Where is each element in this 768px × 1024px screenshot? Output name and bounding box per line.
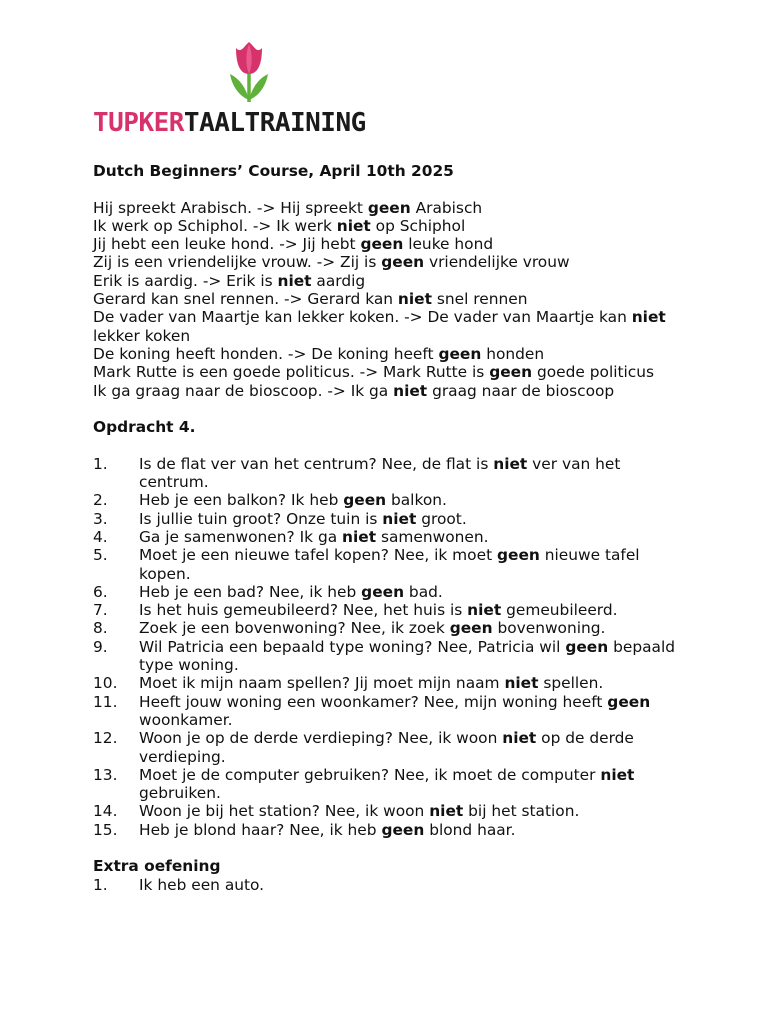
exercise-text: spellen.: [538, 674, 604, 693]
exercise-number: 2.: [93, 491, 108, 510]
sentence-text: Jij hebt een leuke hond. -> Jij hebt: [93, 235, 361, 254]
sentence-list: [93, 199, 683, 400]
negation-word: geen: [607, 692, 651, 711]
sentence-text: Gerard kan snel rennen. -> Gerard kan: [93, 290, 398, 309]
sentence-line: [93, 235, 683, 253]
exercise-number: 3.: [93, 509, 108, 528]
sentence-line: [93, 199, 683, 217]
exercise-number: 1.: [93, 875, 108, 894]
negation-word: niet: [397, 290, 432, 309]
brand-name-part2: TAALTRAINING: [183, 108, 366, 138]
exercise-number: 1.: [93, 454, 108, 473]
negation-word: niet: [493, 454, 528, 473]
sentence-text: Ik ga graag naar de bioscoop. -> Ik ga: [93, 381, 394, 400]
sentence-text: op Schiphol: [370, 216, 466, 235]
document-body: [93, 162, 683, 894]
exercise-text: samenwonen.: [376, 527, 489, 546]
exercise-text: Wil Patricia een bepaald type woning? Nee, Patricia wil: [139, 637, 566, 656]
exercise-item: [93, 693, 683, 730]
negation-word: niet: [631, 308, 666, 327]
logo: [93, 40, 423, 138]
exercise-item: [93, 583, 683, 601]
exercise-item: [93, 802, 683, 820]
negation-word: geen: [497, 546, 540, 565]
exercise-text: ver van het centrum.: [139, 454, 621, 492]
exercise-item: [93, 528, 683, 546]
negation-word: niet: [342, 527, 377, 546]
negation-word: niet: [504, 674, 539, 693]
exercise-text: balkon.: [386, 491, 447, 510]
exercise-item: [93, 510, 683, 528]
negation-word: geen: [343, 491, 387, 510]
exercise-text: Ga je samenwonen? Ik ga: [139, 527, 343, 546]
extra-heading: Extra oefening: [93, 857, 221, 876]
exercise-text: Zoek je een bovenwoning? Nee, ik zoek: [139, 619, 450, 638]
exercise-text: bepaald type woning.: [139, 637, 675, 675]
exercise-text: Is jullie tuin groot? Onze tuin is: [139, 509, 383, 528]
sentence-text: graag naar de bioscoop: [427, 381, 615, 400]
negation-word: niet: [382, 509, 417, 528]
sentence-line: [93, 345, 683, 363]
exercise-text: Is de flat ver van het centrum? Nee, de flat is: [139, 454, 494, 473]
exercise-text: Moet je een nieuwe tafel kopen? Nee, ik moet: [139, 546, 497, 565]
exercise-text: groot.: [416, 509, 467, 528]
negation-word: geen: [381, 820, 425, 839]
sentence-text: De vader van Maartje kan lekker koken. -> De vader van Maartje kan: [93, 308, 632, 327]
sentence-line: [93, 217, 683, 235]
sentence-text: lekker koken: [93, 326, 191, 345]
sentence-text: Arabisch: [410, 198, 483, 217]
exercise-item: [93, 674, 683, 692]
exercise-number: 15.: [93, 820, 118, 839]
exercise-text: bovenwoning.: [492, 619, 606, 638]
exercise-number: 8.: [93, 619, 108, 638]
exercise-text: Ik heb een auto.: [139, 875, 265, 894]
sentence-text: goede politicus: [532, 363, 655, 382]
tulip-icon: [227, 40, 271, 104]
negation-word: niet: [467, 601, 502, 620]
sentence-text: Ik werk op Schiphol. -> Ik werk: [93, 216, 337, 235]
negation-word: geen: [489, 363, 533, 382]
negation-word: niet: [277, 271, 312, 290]
negation-word: geen: [367, 198, 411, 217]
exercise-number: 14.: [93, 802, 118, 821]
exercise-text: Woon je bij het station? Nee, ik woon: [139, 802, 430, 821]
sentence-text: honden: [481, 344, 545, 363]
exercise-text: Heb je blond haar? Nee, ik heb: [139, 820, 382, 839]
brand-name-part1: TUPKER: [93, 108, 184, 138]
sentence-text: aardig: [311, 271, 366, 290]
exercise-text: nieuwe tafel kopen.: [139, 546, 640, 583]
exercise-number: 5.: [93, 546, 108, 565]
sentence-line: [93, 253, 683, 271]
extra-list: [93, 876, 683, 894]
exercise-item: [93, 766, 683, 803]
sentence-text: Hij spreekt Arabisch. -> Hij spreekt: [93, 198, 368, 217]
opdracht-list: [93, 455, 683, 839]
exercise-text: bij het station.: [463, 802, 580, 821]
sentence-text: snel rennen: [431, 290, 528, 309]
sentence-text: vriendelijke vrouw: [424, 253, 570, 272]
sentence-line: [93, 290, 683, 308]
exercise-item: [93, 821, 683, 839]
exercise-text: Heb je een balkon? Ik heb: [139, 491, 344, 510]
exercise-item: [93, 601, 683, 619]
exercise-number: 7.: [93, 601, 108, 620]
negation-word: geen: [565, 637, 609, 656]
sentence-text: Zij is een vriendelijke vrouw. -> Zij is: [93, 253, 382, 272]
sentence-text: Erik is aardig. -> Erik is: [93, 271, 278, 290]
exercise-item: [93, 546, 683, 583]
negation-word: niet: [502, 729, 537, 748]
exercise-text: woonkamer.: [139, 710, 233, 729]
sentence-line: [93, 308, 683, 345]
negation-word: geen: [360, 235, 404, 254]
exercise-item: [93, 638, 683, 675]
sentence-line: [93, 363, 683, 381]
exercise-text: op de derde verdieping.: [139, 729, 634, 766]
exercise-number: 10.: [93, 674, 118, 693]
sentence-text: Mark Rutte is een goede politicus. -> Mark Rutte is: [93, 363, 490, 382]
negation-word: geen: [361, 582, 405, 601]
exercise-number: 4.: [93, 527, 108, 546]
exercise-text: gebruiken.: [139, 784, 221, 803]
exercise-text: gemeubileerd.: [501, 601, 618, 620]
exercise-text: blond haar.: [424, 820, 516, 839]
exercise-number: 9.: [93, 637, 108, 656]
exercise-text: bad.: [404, 582, 443, 601]
exercise-item: [93, 455, 683, 492]
exercise-item: [93, 729, 683, 766]
exercise-number: 13.: [93, 765, 118, 784]
negation-word: niet: [393, 381, 428, 400]
exercise-text: Moet je de computer gebruiken? Nee, ik moet de computer: [139, 765, 601, 784]
exercise-text: Heeft jouw woning een woonkamer? Nee, mijn woning heeft: [139, 692, 608, 711]
exercise-text: Moet ik mijn naam spellen? Jij moet mijn naam: [139, 674, 505, 693]
negation-word: niet: [429, 802, 464, 821]
extra-item: [93, 876, 683, 894]
exercise-text: Is het huis gemeubileerd? Nee, het huis is: [139, 601, 468, 620]
negation-word: geen: [449, 619, 493, 638]
exercise-text: Heb je een bad? Nee, ik heb: [139, 582, 362, 601]
opdracht-heading: Opdracht 4.: [93, 418, 196, 437]
exercise-number: 12.: [93, 729, 118, 748]
exercise-item: [93, 491, 683, 509]
negation-word: niet: [600, 765, 635, 784]
brand-wordmark: [93, 110, 366, 136]
sentence-line: [93, 272, 683, 290]
document-title: Dutch Beginners’ Course, April 10th 2025: [93, 162, 454, 180]
exercise-text: Woon je op de derde verdieping? Nee, ik woon: [139, 729, 503, 748]
sentence-line: [93, 382, 683, 400]
exercise-item: [93, 619, 683, 637]
negation-word: geen: [438, 344, 482, 363]
sentence-text: leuke hond: [403, 235, 494, 254]
negation-word: niet: [336, 216, 371, 235]
sentence-text: De koning heeft honden. -> De koning heeft: [93, 344, 439, 363]
negation-word: geen: [381, 253, 425, 272]
exercise-number: 11.: [93, 692, 118, 711]
exercise-number: 6.: [93, 582, 108, 601]
